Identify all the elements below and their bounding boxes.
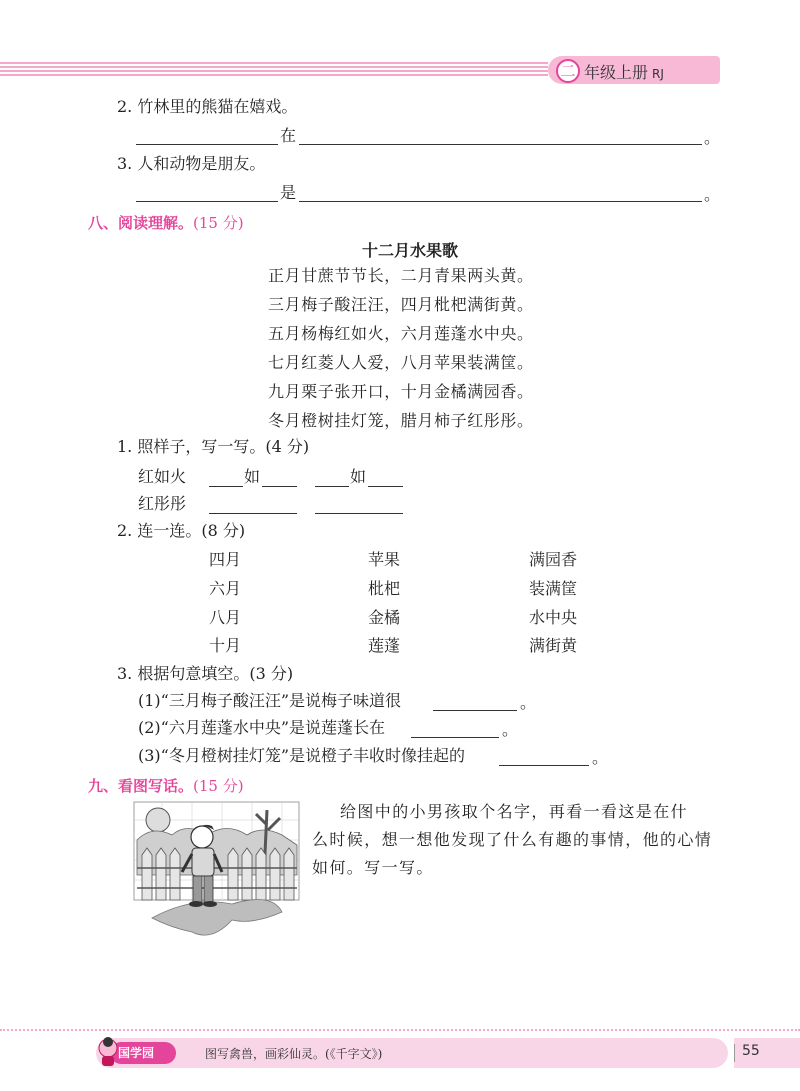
match-fruit[interactable]: 苹果 <box>368 550 401 569</box>
q3-blank-2[interactable] <box>299 201 702 202</box>
q3-connector: 是 <box>280 183 297 202</box>
poem-line: 冬月橙树挂灯笼，腊月柿子红彤彤。 <box>268 411 534 430</box>
s8-q1-blank[interactable] <box>315 513 403 514</box>
s9-instruction-line: 给图中的小男孩取个名字，再看一看这是在什 <box>340 802 689 821</box>
s8-q3-period: 。 <box>520 693 537 712</box>
match-phrase[interactable]: 水中央 <box>529 608 578 627</box>
grade-label: 年级上册 RJ <box>584 63 664 82</box>
match-month[interactable]: 十月 <box>209 636 242 655</box>
s8-q1-ru: 如 <box>350 467 367 486</box>
s8-q1-blank[interactable] <box>368 486 403 487</box>
section-8-title: 八、阅读理解。(15 分) <box>88 214 244 232</box>
match-fruit[interactable]: 枇杷 <box>368 579 401 598</box>
q2-period: 。 <box>704 128 721 147</box>
s8-q1-prompt: 1. 照样子，写一写。(4 分) <box>117 437 310 456</box>
s8-q3-blank-1[interactable] <box>433 710 517 711</box>
footer-logo-text: 国学园 <box>118 1046 155 1060</box>
match-phrase[interactable]: 装满筐 <box>529 579 578 598</box>
section-9-title: 九、看图写话。(15 分) <box>88 777 244 795</box>
s8-q1-example-1: 红如火 <box>138 467 187 486</box>
grade-circle: 二 <box>556 59 580 83</box>
s8-q3-prompt: 3. 根据句意填空。(3 分) <box>117 664 294 683</box>
s8-q1-example-2: 红彤彤 <box>138 494 187 513</box>
poem-line: 三月梅子酸汪汪，四月枇杷满街黄。 <box>268 295 534 314</box>
q2-connector: 在 <box>280 126 297 145</box>
page-number-box <box>734 1038 800 1068</box>
match-month[interactable]: 四月 <box>209 550 242 569</box>
footer-band <box>96 1038 728 1068</box>
s9-instruction-line: 如何。写一写。 <box>312 858 434 877</box>
footer-quote: 图写禽兽，画彩仙灵。(《千字文》) <box>205 1047 383 1061</box>
s8-q1-blank[interactable] <box>209 486 243 487</box>
s9-instruction-line: 么时候，想一想他发现了什么有趣的事情，他的心情 <box>312 830 713 849</box>
q2-blank-2[interactable] <box>299 144 702 145</box>
poem-line: 七月红菱人人爱，八月苹果装满筐。 <box>268 353 534 372</box>
match-month[interactable]: 八月 <box>209 608 242 627</box>
match-phrase[interactable]: 满街黄 <box>529 636 578 655</box>
s8-q3-item-2: (2)“六月莲蓬水中央”是说莲蓬长在 <box>138 718 386 737</box>
poem-line: 正月甘蔗节节长，二月青果两头黄。 <box>268 266 534 285</box>
s8-q3-period: 。 <box>592 748 609 767</box>
q3-blank-1[interactable] <box>136 201 278 202</box>
q2-blank-1[interactable] <box>136 144 278 145</box>
s8-q3-item-1: (1)“三月梅子酸汪汪”是说梅子味道很 <box>138 691 402 710</box>
q3-period: 。 <box>704 185 721 204</box>
s8-q1-ru: 如 <box>244 467 261 486</box>
q3-item: 3. 人和动物是朋友。 <box>117 154 266 173</box>
header-stripes <box>0 62 548 78</box>
s8-q1-blank[interactable] <box>262 486 297 487</box>
poem-line: 九月栗子张开口，十月金橘满园香。 <box>268 382 534 401</box>
poem-line: 五月杨梅红如火，六月莲蓬水中央。 <box>268 324 534 343</box>
match-phrase[interactable]: 满园香 <box>529 550 578 569</box>
footer-divider <box>0 1029 800 1031</box>
q2-item: 2. 竹林里的熊猫在嬉戏。 <box>117 97 298 116</box>
page-number: 55 <box>742 1043 760 1059</box>
s8-q3-item-3: (3)“冬月橙树挂灯笼”是说橙子丰收时像挂起的 <box>138 746 466 765</box>
s8-q2-prompt: 2. 连一连。(8 分) <box>117 521 246 540</box>
match-fruit[interactable]: 莲蓬 <box>368 636 401 655</box>
s8-q1-blank[interactable] <box>209 513 297 514</box>
match-fruit[interactable]: 金橘 <box>368 608 401 627</box>
s8-q3-blank-3[interactable] <box>499 765 589 766</box>
boy-in-garden-illustration <box>132 800 302 950</box>
s8-q3-blank-2[interactable] <box>411 737 499 738</box>
match-month[interactable]: 六月 <box>209 579 242 598</box>
s8-q1-blank[interactable] <box>315 486 349 487</box>
poem-title: 十二月水果歌 <box>362 241 459 260</box>
s8-q3-period: 。 <box>502 720 519 739</box>
